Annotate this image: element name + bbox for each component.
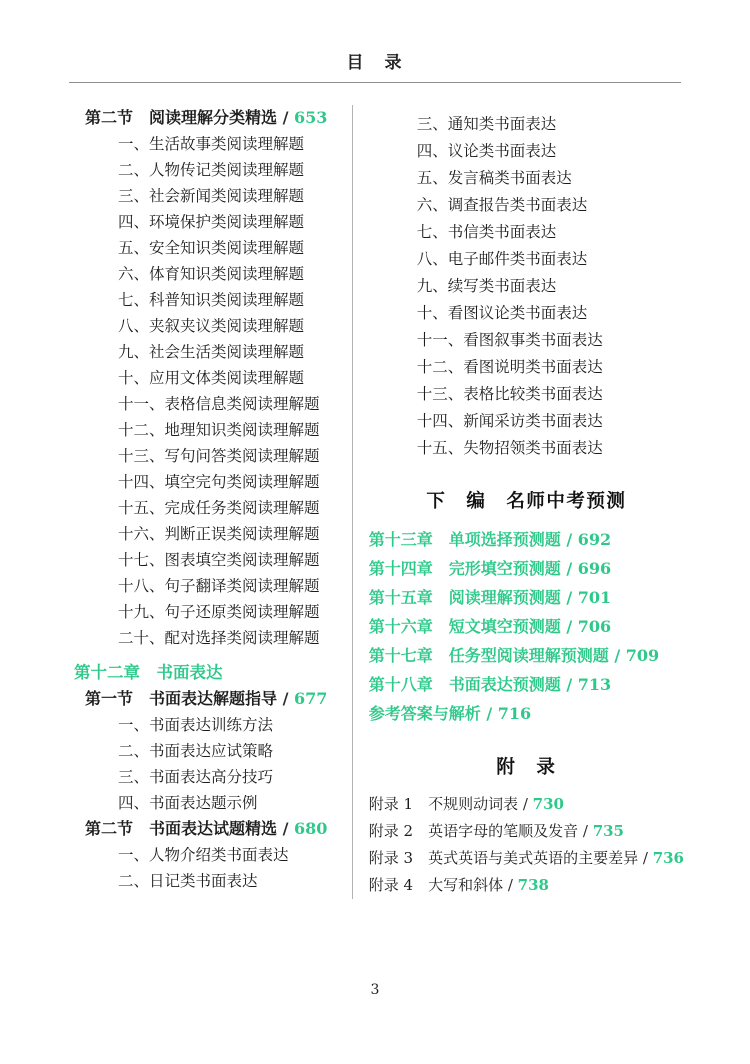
toc-entry-separator: / <box>503 876 518 894</box>
toc-entry-heading <box>369 489 684 515</box>
toc-entry-text: 八、夹叙夹议类阅读理解题 <box>118 317 305 335</box>
toc-entry-item <box>70 573 352 599</box>
toc-entry-page: 735 <box>592 822 624 840</box>
toc-entry-item <box>369 219 684 246</box>
toc-entry-item <box>369 327 684 354</box>
toc-entry-text: 九、续写类书面表达 <box>416 277 557 295</box>
toc-entry-text: 十四、新闻采访类书面表达 <box>416 412 603 430</box>
toc-entry-item <box>70 339 352 365</box>
toc-entry-text: 第十三章 单项选择预测题 <box>368 530 561 549</box>
toc-entry-item <box>70 842 352 868</box>
toc-entry-text: 十七、图表填空类阅读理解题 <box>118 551 320 569</box>
toc-entry-page: 736 <box>652 849 684 867</box>
toc-entry-separator: / <box>638 849 653 867</box>
toc-entry-text: 十九、句子还原类阅读理解题 <box>118 603 320 621</box>
toc-entry-item <box>369 192 684 219</box>
toc-entry-item <box>70 738 352 764</box>
toc-entry-item <box>369 165 684 192</box>
toc-entry-text: 三、社会新闻类阅读理解题 <box>118 187 305 205</box>
toc-entry-text: 二十、配对选择类阅读理解题 <box>118 629 320 647</box>
toc-entry-page: 701 <box>577 588 612 607</box>
toc-entry-text: 四、环境保护类阅读理解题 <box>118 213 305 231</box>
toc-entry-separator: / <box>578 822 593 840</box>
toc-entry-appendix <box>369 845 684 872</box>
toc-entry-text: 一、人物介绍类书面表达 <box>118 846 289 864</box>
toc-entry-chapter-page <box>369 699 684 728</box>
toc-entry-text: 附录 1 不规则动词表 <box>368 795 519 813</box>
toc-entry-text: 第十六章 短文填空预测题 <box>368 617 561 636</box>
toc-entry-text: 五、发言稿类书面表达 <box>416 169 572 187</box>
toc-entry-chapter-page <box>369 525 684 554</box>
toc-entry-text: 第十二章 书面表达 <box>74 663 223 682</box>
toc-entry-chapter-page <box>369 583 684 612</box>
toc-entry-text: 四、书面表达题示例 <box>118 794 258 812</box>
toc-entry-text: 一、书面表达训练方法 <box>118 716 274 734</box>
toc-entry-text: 三、通知类书面表达 <box>416 115 557 133</box>
toc-entry-text: 第十五章 阅读理解预测题 <box>368 588 561 607</box>
toc-entry-separator: / <box>277 689 294 708</box>
toc-entry-separator: / <box>560 675 578 694</box>
toc-entry-heading <box>369 755 684 781</box>
toc-entry-item <box>70 365 352 391</box>
toc-entry-separator: / <box>608 646 626 665</box>
toc-entry-separator: / <box>560 530 578 549</box>
toc-entry-item <box>70 790 352 816</box>
toc-entry-separator: / <box>277 108 294 127</box>
toc-entry-text: 十五、完成任务类阅读理解题 <box>118 499 320 517</box>
toc-entry-text: 第一节 书面表达解题指导 <box>85 689 278 708</box>
toc-entry-item <box>70 469 352 495</box>
header-rule <box>69 82 681 83</box>
toc-entry-text: 第二节 阅读理解分类精选 <box>85 108 278 127</box>
toc-entry-text: 五、安全知识类阅读理解题 <box>118 239 305 257</box>
toc-entry-text: 九、社会生活类阅读理解题 <box>118 343 305 361</box>
toc-entry-section <box>70 686 352 712</box>
toc-entry-item <box>369 408 684 435</box>
toc-entry-item <box>70 209 352 235</box>
toc-entry-text: 八、电子邮件类书面表达 <box>416 250 588 268</box>
toc-entry-page: 706 <box>577 617 612 636</box>
toc-entry-page: 653 <box>294 108 328 127</box>
toc-columns <box>70 105 684 899</box>
toc-entry-separator: / <box>480 704 498 723</box>
toc-entry-text: 二、书面表达应试策略 <box>118 742 274 760</box>
toc-entry-text: 十二、地理知识类阅读理解题 <box>118 421 320 439</box>
toc-entry-item <box>369 273 684 300</box>
toc-entry-chapter-page <box>369 612 684 641</box>
toc-entry-item <box>70 157 352 183</box>
toc-entry-chapter <box>70 660 352 686</box>
toc-entry-chapter-page <box>369 641 684 670</box>
toc-entry-item <box>70 235 352 261</box>
toc-entry-item <box>369 111 684 138</box>
toc-entry-text: 一、生活故事类阅读理解题 <box>118 135 305 153</box>
toc-entry-page: 730 <box>532 795 564 813</box>
toc-entry-item <box>70 417 352 443</box>
toc-entry-page: 738 <box>517 876 549 894</box>
toc-entry-item <box>70 712 352 738</box>
toc-entry-text: 第二节 书面表达试题精选 <box>85 819 278 838</box>
toc-entry-text: 二、日记类书面表达 <box>118 872 258 890</box>
toc-entry-appendix <box>369 818 684 845</box>
toc-entry-text: 附录 4 大写和斜体 <box>368 876 504 894</box>
toc-entry-text: 第十七章 任务型阅读理解预测题 <box>368 646 609 665</box>
toc-entry-separator: / <box>560 559 578 578</box>
toc-entry-item <box>369 246 684 273</box>
toc-entry-item <box>70 625 352 651</box>
toc-entry-item <box>70 764 352 790</box>
toc-entry-text: 七、书信类书面表达 <box>416 223 557 241</box>
toc-entry-text: 七、科普知识类阅读理解题 <box>118 291 305 309</box>
toc-entry-text: 十二、看图说明类书面表达 <box>416 358 603 376</box>
page-number: 3 <box>370 982 380 998</box>
toc-entry-section <box>70 816 352 842</box>
toc-entry-separator: / <box>277 819 294 838</box>
toc-entry-item <box>70 131 352 157</box>
toc-entry-appendix <box>369 872 684 899</box>
toc-entry-item <box>70 391 352 417</box>
toc-entry-text: 十五、失物招领类书面表达 <box>416 439 603 457</box>
toc-entry-text: 参考答案与解析 <box>368 704 481 723</box>
toc-entry-text: 十八、句子翻译类阅读理解题 <box>118 577 320 595</box>
toc-entry-text: 四、议论类书面表达 <box>416 142 557 160</box>
toc-entry-item <box>369 300 684 327</box>
toc-entry-separator: / <box>518 795 533 813</box>
toc-entry-item <box>70 443 352 469</box>
toc-entry-page: 677 <box>294 689 328 708</box>
toc-entry-item <box>369 381 684 408</box>
toc-entry-text: 十四、填空完句类阅读理解题 <box>118 473 320 491</box>
toc-entry-text: 十六、判断正误类阅读理解题 <box>118 525 320 543</box>
toc-entry-item <box>70 599 352 625</box>
toc-entry-item <box>70 547 352 573</box>
toc-entry-text: 附录 2 英语字母的笔顺及发音 <box>368 822 579 840</box>
toc-entry-separator: / <box>560 617 578 636</box>
toc-entry-item <box>369 435 684 462</box>
toc-entry-section <box>70 105 352 131</box>
toc-entry-text: 十一、表格信息类阅读理解题 <box>118 395 320 413</box>
toc-entry-item <box>70 287 352 313</box>
toc-entry-page: 716 <box>497 704 532 723</box>
toc-entry-page: 692 <box>577 530 612 549</box>
toc-entry-text: 三、书面表达高分技巧 <box>118 768 274 786</box>
toc-entry-text: 十三、写句问答类阅读理解题 <box>118 447 320 465</box>
toc-entry-text: 十一、看图叙事类书面表达 <box>416 331 603 349</box>
toc-left-column <box>70 105 352 899</box>
toc-entry-item <box>369 354 684 381</box>
toc-entry-separator: / <box>560 588 578 607</box>
toc-entry-text: 附 录 <box>496 757 557 778</box>
toc-entry-page: 709 <box>625 646 660 665</box>
toc-entry-page: 713 <box>577 675 612 694</box>
toc-entry-text: 十、应用文体类阅读理解题 <box>118 369 305 387</box>
toc-entry-text: 六、调查报告类书面表达 <box>416 196 588 214</box>
toc-entry-item <box>70 521 352 547</box>
toc-entry-item <box>70 313 352 339</box>
toc-entry-item <box>70 261 352 287</box>
toc-entry-chapter-page <box>369 670 684 699</box>
page-title: 目 录 <box>346 53 404 73</box>
toc-entry-text: 附录 3 英式英语与美式英语的主要差异 <box>368 849 639 867</box>
toc-entry-item <box>70 495 352 521</box>
toc-entry-page: 696 <box>577 559 612 578</box>
toc-entry-page: 680 <box>294 819 328 838</box>
toc-entry-text: 第十四章 完形填空预测题 <box>368 559 561 578</box>
toc-entry-text: 第十八章 书面表达预测题 <box>368 675 561 694</box>
toc-entry-text: 二、人物传记类阅读理解题 <box>118 161 305 179</box>
toc-entry-text: 下 编 名师中考预测 <box>426 491 627 512</box>
toc-entry-item <box>70 183 352 209</box>
toc-entry-text: 十、看图议论类书面表达 <box>416 304 588 322</box>
toc-entry-item <box>70 868 352 894</box>
toc-entry-text: 十三、表格比较类书面表达 <box>416 385 603 403</box>
toc-right-column <box>353 105 684 899</box>
toc-entry-item <box>369 138 684 165</box>
toc-entry-chapter-page <box>369 554 684 583</box>
toc-entry-text: 六、体育知识类阅读理解题 <box>118 265 305 283</box>
toc-entry-appendix <box>369 791 684 818</box>
